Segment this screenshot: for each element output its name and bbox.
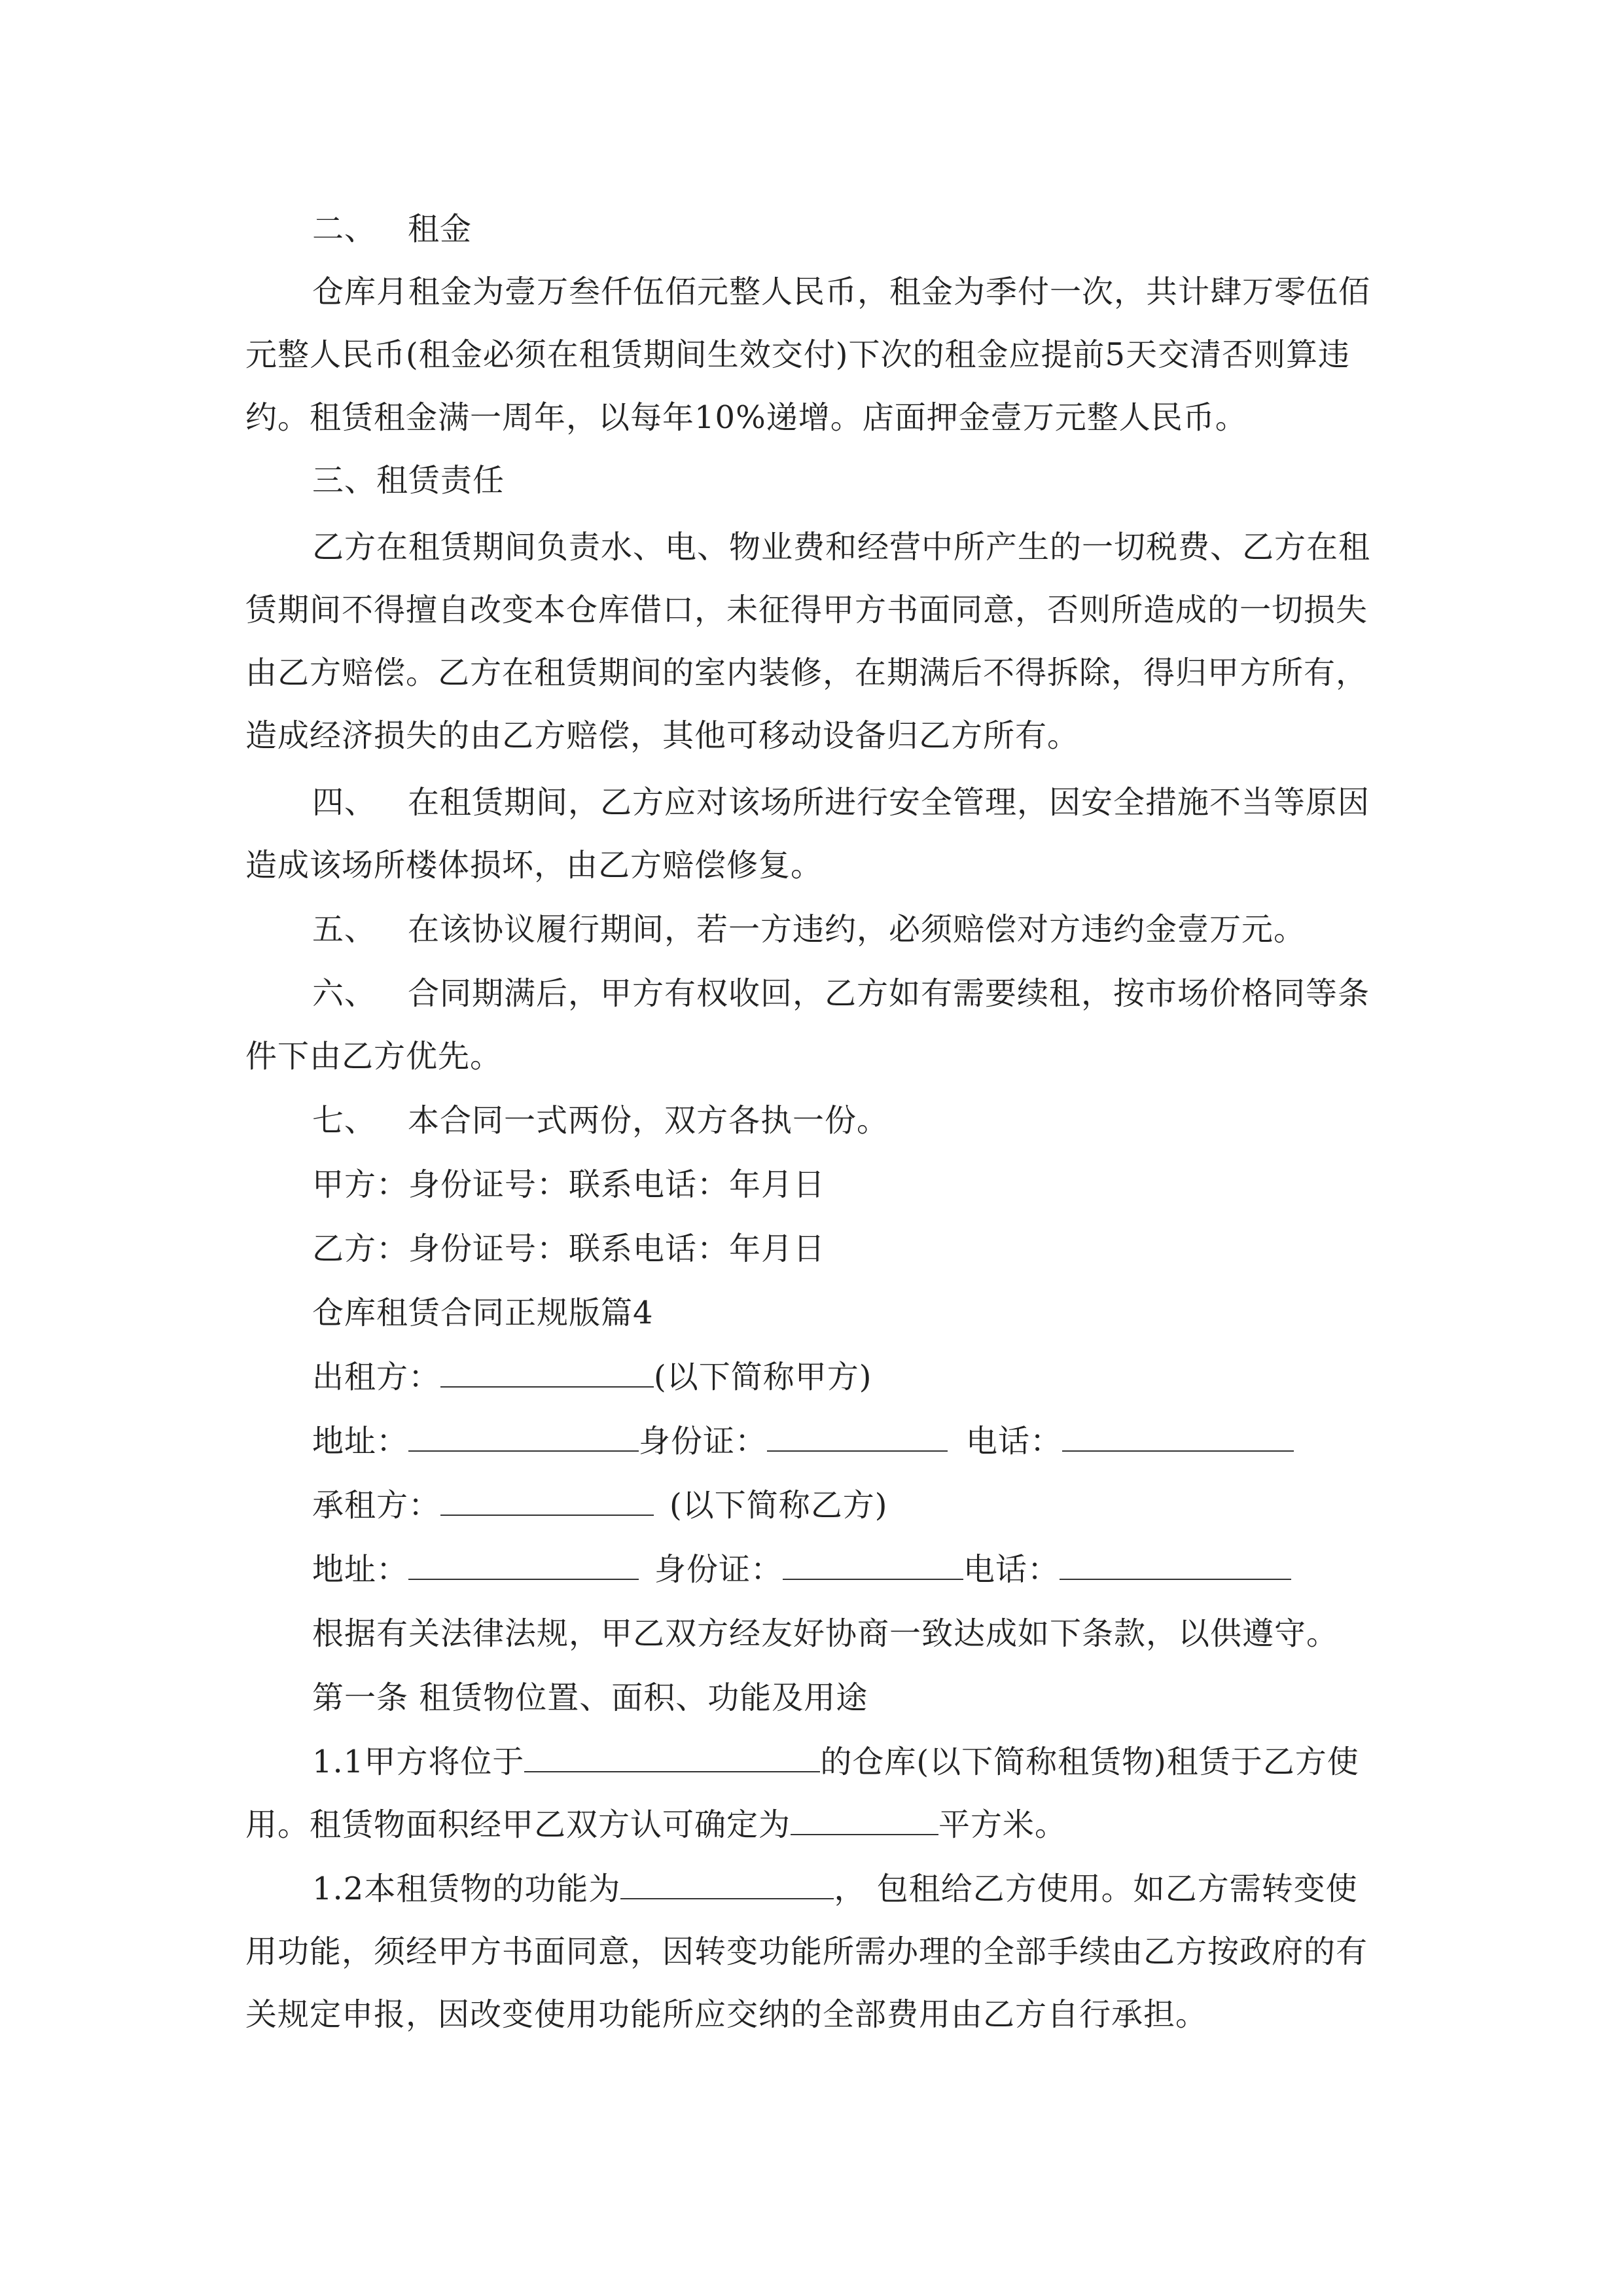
paragraph-line: 关规定申报，因改变使用功能所应交纳的全部费用由乙方自行承担。 <box>245 1996 1208 2033</box>
paragraph-line: 乙方在租赁期间负责水、电、物业费和经营中所产生的一切税费、乙方在租 <box>312 529 1371 565</box>
id-blank <box>783 1550 963 1580</box>
lessor-label: 出租方： <box>312 1359 441 1395</box>
lessor-address-line <box>312 1422 1477 1461</box>
location-blank <box>524 1742 820 1772</box>
clause-1-2-prefix: 1.2本租赁物的功能为 <box>312 1871 621 1907</box>
section-2-title: 租金 <box>408 211 473 247</box>
clause-1-1-line-2 <box>245 1805 1410 1844</box>
section-7-text: 本合同一式两份，双方各执一份。 <box>408 1102 889 1139</box>
phone-label: 电话： <box>963 1551 1060 1588</box>
address-blank <box>408 1550 639 1580</box>
section-4-number: 四、 <box>312 784 377 821</box>
clause-1-2-suffix: ， 包租给乙方使用。如乙方需转变使 <box>834 1871 1358 1907</box>
contract-title: 仓库租赁合同正规版篇4 <box>312 1295 654 1331</box>
clause-1-2-line <box>312 1869 1477 1909</box>
clause-1-1-line <box>312 1742 1477 1782</box>
address-blank <box>408 1422 639 1452</box>
lessee-suffix: (以下简称乙方) <box>669 1487 888 1524</box>
section-7-number: 七、 <box>312 1102 377 1139</box>
paragraph-line: 造成经济损失的由乙方赔偿，其他可移动设备归乙方所有。 <box>245 717 1080 754</box>
address-label: 地址： <box>312 1423 409 1460</box>
area-blank <box>791 1805 938 1835</box>
signature-party-a: 甲方：身份证号：联系电话：年月日 <box>312 1166 826 1203</box>
paragraph-line: 件下由乙方优先。 <box>245 1038 503 1075</box>
section-7-line <box>312 1101 1477 1140</box>
id-label: 身份证： <box>654 1551 783 1588</box>
section-4-line <box>312 783 1477 822</box>
article-1-title: 第一条 租赁物位置、面积、功能及用途 <box>312 1679 868 1716</box>
lessor-blank <box>440 1357 654 1388</box>
paragraph-line: 用功能，须经甲方书面同意，因转变功能所需办理的全部手续由乙方按政府的有 <box>245 1933 1368 1970</box>
lessee-label: 承租方： <box>312 1487 441 1524</box>
section-5-line <box>312 910 1477 949</box>
section-5-number: 五、 <box>312 911 377 948</box>
phone-label: 电话： <box>966 1423 1063 1460</box>
section-6-number: 六、 <box>312 975 377 1012</box>
id-blank <box>767 1422 948 1452</box>
clause-1-1-suffix: 的仓库(以下简称租赁物)租赁于乙方使 <box>820 1744 1359 1780</box>
clause-1-1-area-prefix: 用。租赁物面积经甲乙双方认可确定为 <box>245 1806 791 1843</box>
paragraph-line: 仓库月租金为壹万叁仟伍佰元整人民币，租金为季付一次，共计肆万零伍佰 <box>312 274 1371 310</box>
intro-paragraph: 根据有关法律法规，甲乙双方经友好协商一致达成如下条款，以供遵守。 <box>312 1615 1339 1652</box>
lessor-line <box>312 1357 1477 1397</box>
phone-blank <box>1062 1422 1294 1452</box>
section-6-text: 合同期满后，甲方有权收回，乙方如有需要续租，按市场价格同等条 <box>408 975 1370 1012</box>
function-blank <box>620 1869 834 1899</box>
paragraph-line: 元整人民币(租金必须在租赁期间生效交付)下次的租金应提前5天交清否则算违 <box>245 336 1350 373</box>
id-label: 身份证： <box>639 1423 768 1460</box>
lessee-line <box>312 1486 1477 1525</box>
clause-1-1-area-suffix: 平方米。 <box>938 1806 1067 1843</box>
lessee-address-line <box>312 1550 1477 1589</box>
section-2-number: 二、 <box>312 211 377 247</box>
section-6-line <box>312 974 1477 1013</box>
address-label: 地址： <box>312 1551 409 1588</box>
clause-1-1-prefix: 1.1甲方将位于 <box>312 1744 525 1780</box>
paragraph-line: 由乙方赔偿。乙方在租赁期间的室内装修，在期满后不得拆除，得归甲方所有， <box>245 655 1368 691</box>
phone-blank <box>1060 1550 1291 1580</box>
lessee-blank <box>440 1486 654 1516</box>
paragraph-line: 赁期间不得擅自改变本仓库借口，未征得甲方书面同意，否则所造成的一切损失 <box>245 592 1368 628</box>
lessor-suffix: (以下简称甲方) <box>654 1359 872 1395</box>
paragraph-line: 约。租赁租金满一周年，以每年10%递增。店面押金壹万元整人民币。 <box>245 399 1247 436</box>
section-3-heading: 三、租赁责任 <box>312 462 505 499</box>
section-2-heading <box>312 209 1477 249</box>
section-5-text: 在该协议履行期间，若一方违约，必须赔偿对方违约金壹万元。 <box>408 911 1306 948</box>
signature-party-b: 乙方：身份证号：联系电话：年月日 <box>312 1230 826 1267</box>
paragraph-line: 造成该场所楼体损坏，由乙方赔偿修复。 <box>245 847 823 884</box>
section-4-text: 在租赁期间，乙方应对该场所进行安全管理，因安全措施不当等原因 <box>408 784 1370 821</box>
